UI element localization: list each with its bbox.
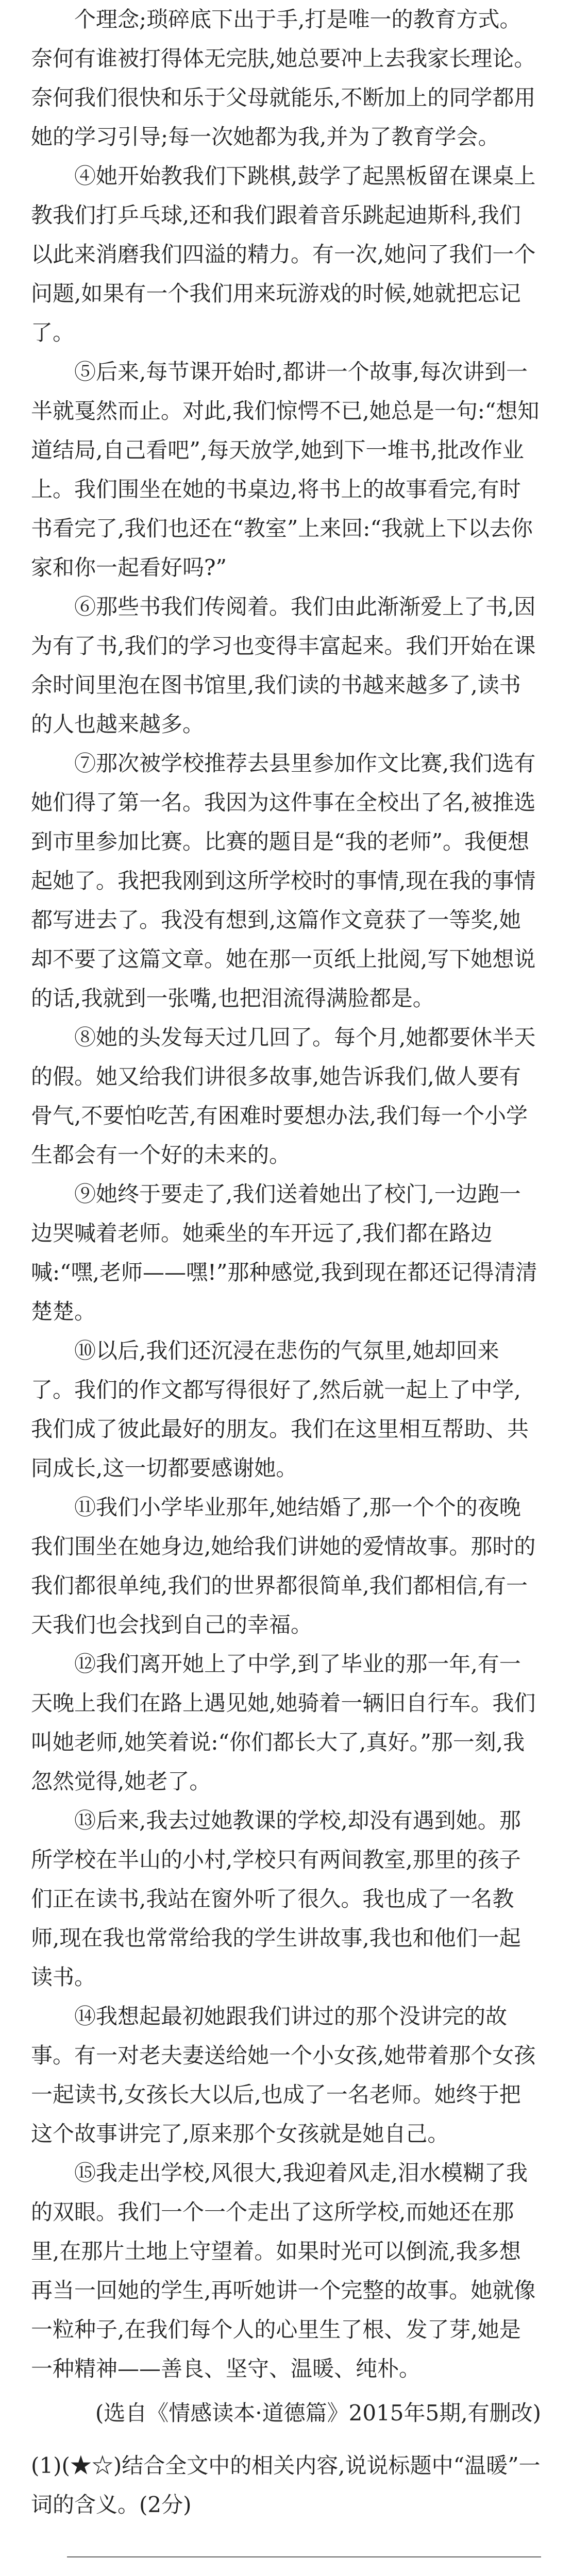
passage-source: (选自《情感读本·道德篇》2015年5期,有删改) [95,2400,541,2426]
passage-paragraph: ⑥那些书我们传阅着。我们由此渐渐爱上了书,因为有了书,我们的学习也变得丰富起来。我们开始在课余时间里泡在图书馆里,我们读的书越来越多了,读书的人也越来越多。 [31,594,536,737]
passage-paragraph: ⑬后来,我去过她教课的学校,却没有遇到她。那所学校在半山的小村,学校只有两间教室,那里的孩子们正在读书,我站在窗外听了很久。我也成了一名教师,现在我也常常给我的学生讲故事,我也和他们一起读书。 [31,1808,521,1990]
passage-paragraph: 个理念;琐碎底下出于手,打是唯一的教育方式。奈何有谁被打得体无完肤,她总要冲上去我家长理论。奈何我们很快和乐于父母就能乐,不断加上的同学都用她的学习引导;每一次她都为我,并为了教育学会。 [31,7,536,149]
passage-paragraph: ⑧她的头发每天过几回了。每个月,她都要休半天的假。她又给我们讲很多故事,她告诉我们,做人要有骨气,不要怕吃苦,有困难时要想办法,我们每一个小学生都会有一个好的未来的。 [31,1025,536,1167]
passage-paragraph: ⑫我们离开她上了中学,到了毕业的那一年,有一天晚上我们在路上遇见她,她骑着一辆旧自行车。我们叫她老师,她笑着说:“你们都长大了,真好。”那一刻,我忽然觉得,她老了。 [31,1651,536,1794]
question-list [31,2446,541,2576]
passage-paragraph: ⑦那次被学校推荐去县里参加作文比赛,我们选有她们得了第一名。我因为这件事在全校出了名,被推选到市里参加比赛。比赛的题目是“我的老师”。我便想起她了。我把我刚到这所学校时的事情,现在我的事情都写进去了。我没有想到,这篇作文竟获了一等奖,她却不要了这篇文章。她在那一页纸上批阅,写下她想说的话,我就到一张嘴,也把泪流得满脸都是。 [31,751,536,1011]
passage-paragraph: ⑩以后,我们还沉浸在悲伤的气氛里,她却回来了。我们的作文都写得很好了,然后就一起上了中学,我们成了彼此最好的朋友。我们在这里相互帮助、共同成长,这一切都要感谢她。 [31,1338,529,1481]
passage-paragraph: ⑨她终于要走了,我们送着她出了校门,一边跑一边哭喊着老师。她乘坐的车开远了,我们都在路边喊:“嘿,老师——嘿!”那种感觉,我到现在都还记得清清楚楚。 [31,1181,537,1324]
passage-paragraph: ⑮我走出学校,风很大,我迎着风走,泪水模糊了我的双眼。我们一个一个走出了这所学校,而她还在那里,在那片土地上守望着。如果时光可以倒流,我多想再当一回她的学生,再听她讲一个完整的故事。她就像一粒种子,在我们每个人的心里生了根、发了芽,她是一种精神——善良、坚守、温暖、纯朴。 [31,2160,536,2381]
passage-paragraph: ④她开始教我们下跳棋,鼓学了起黑板留在课桌上教我们打乒乓球,还和我们跟着音乐跳起迪斯科,我们以此来消磨我们四溢的精力。有一次,她问了我们一个问题,如果有一个我们用来玩游戏的时候,她就把忘记了。 [31,163,536,345]
answer-line[interactable] [67,2524,541,2557]
passage-paragraph: ⑤后来,每节课开始时,都讲一个故事,每次讲到一半就戛然而止。对此,我们惊愕不已,她总是一句:“想知道结局,自己看吧”,每天放学,她到下一堆书,批改作业上。我们围坐在她的书桌边,将书上的故事看完,有时书看完了,我们也还在“教室”上来回:“我就上下以去你家和你一起看好吗?” [31,359,540,580]
question: (1)(★☆)结合全文中的相关内容,说说标题中“温暖”一词的含义。(2分) [31,2453,541,2517]
passage [31,0,541,2388]
passage-paragraph: ⑭我想起最初她跟我们讲过的那个没讲完的故事。有一对老夫妻送给她一个小女孩,她带着那个女孩一起读书,女孩长大以后,也成了一名老师。她终于把这个故事讲完了,原来那个女孩就是她自己。 [31,2004,536,2146]
passage-paragraph: ⑪我们小学毕业那年,她结婚了,那一个个的夜晚我们围坐在她身边,她给我们讲她的爱情故事。那时的我们都很单纯,我们的世界都很简单,我们都相信,有一天我们也会找到自己的幸福。 [31,1495,536,1637]
answer-line[interactable] [67,2557,541,2576]
